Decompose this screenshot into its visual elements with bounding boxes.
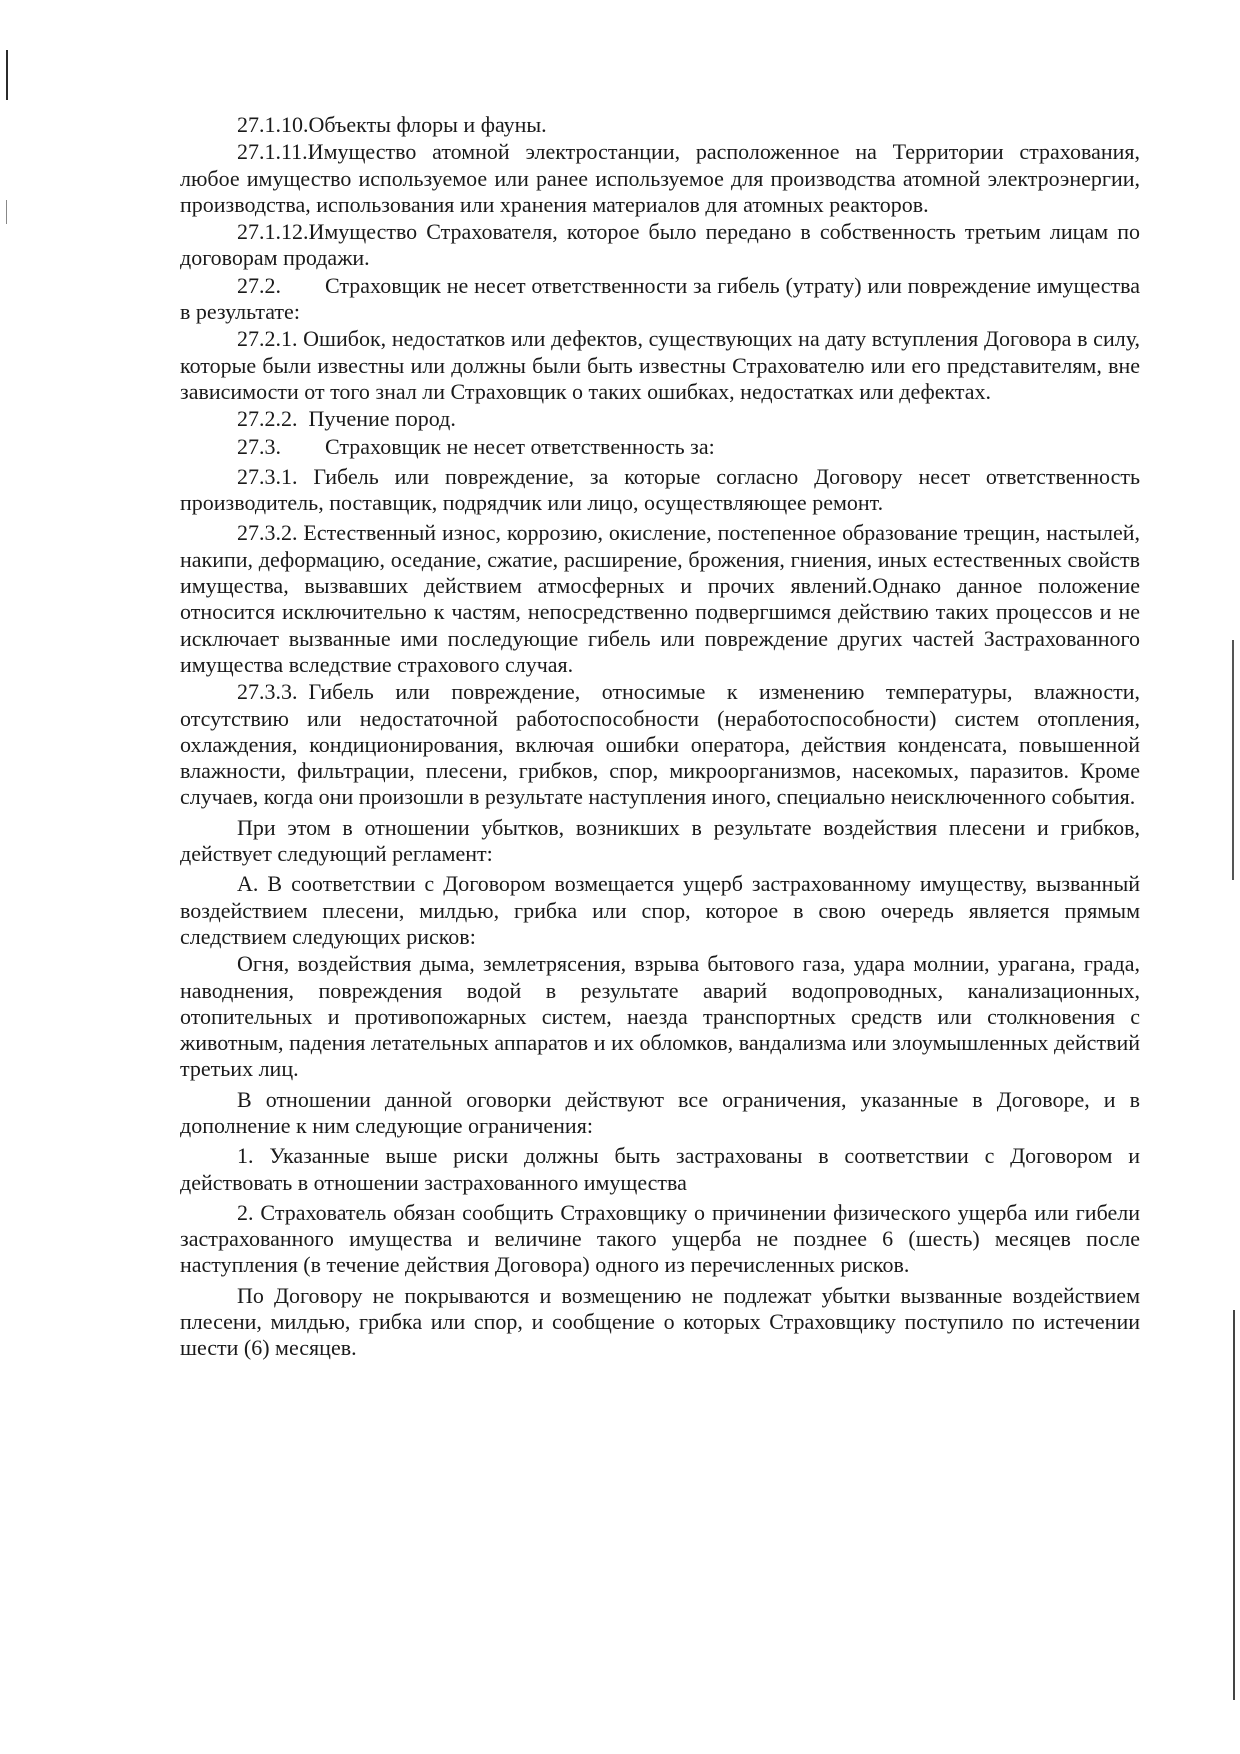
clause-27-3: 27.3. Страховщик не несет ответственность за: [237, 433, 715, 459]
clause-27-1-11: 27.1.11.Имущество атомной электростанции, расположенное на Территории страхования, любое имущество используемое или ранее используемое для производства атомной электроэнергии, производства, использования или хранения материалов для атомных реакторов. [180, 139, 1140, 217]
clause-27-3-1: 27.3.1. Гибель или повреждение, за которые согласно Договору несет ответственность производитель, поставщик, подрядчик или лицо, осуществляющее ремонт. [180, 463, 1140, 516]
scan-right-edge-mark [1232, 640, 1234, 880]
scan-right-edge-mark [1233, 1310, 1235, 1700]
restrictions-intro: В отношении данной оговорки действуют все ограничения, указанные в Договоре, и в дополнение к ним следующие ограничения: [180, 1086, 1140, 1138]
mold-regulation-item-a: А. В соответствии с Договором возмещается ущерб застрахованному имуществу, вызванный воздействием плесени, милдью, грибка или спор, которое в свою очередь является прямым следствием следующих рисков: [180, 871, 1140, 949]
clause-27-3-3: 27.3.3. Гибель или повреждение, относимые к изменению температуры, влажности, отсутствию или недостаточной работоспособности (неработоспособности) систем отопления, охлаждения, кондиционирования, включая ошибки оператора, действия конденсата, повышенной влажности, фильтрации, плесени, грибков, спор, микроорганизмов, насекомых, паразитов. Кроме случаев, когда они произошли в результате наступления иного, специально неисключенного события. [180, 679, 1140, 810]
clause-27-1-10: 27.1.10.Объекты флоры и фауны. [237, 112, 547, 137]
restriction-2: 2. Страхователь обязан сообщить Страховщику о причинении физического ущерба или гибели застрахованного имущества и величине такого ущерба не позднее 6 (шесть) месяцев после наступления (в течение действия Договора) одного из перечисленных рисков. [180, 1199, 1140, 1278]
document-page [180, 112, 1140, 1363]
clause-27-2-1: 27.2.1. Ошибок, недостатков или дефектов, существующих на дату вступления Договора в силу, которые были известны или должны были быть известны Страхователю или его представителям, вне зависимости от того знал ли Страховщик о таких ошибках, недостатках или дефектах. [180, 326, 1140, 404]
clause-27-1-12: 27.1.12.Имущество Страхователя, которое было передано в собственность третьим лицам по договорам продажи. [180, 219, 1140, 271]
mold-covered-risks-list: Огня, воздействия дыма, землетрясения, взрыва бытового газа, удара молнии, урагана, града, наводнения, повреждения водой в результате аварий водопроводных, канализационных, отопительных и противопожарных систем, наезда транспортных средств или столкновения с животным, падения летательных аппаратов и их обломков, вандализма или злоумышленных действий третьих лиц. [180, 951, 1140, 1082]
scan-left-edge-mark [6, 200, 7, 224]
clause-27-2: 27.2. Страховщик не несет ответственности за гибель (утрату) или повреждение имущества в результате: [180, 272, 1140, 325]
clause-27-3-2: 27.3.2. Естественный износ, коррозию, окисление, постепенное образование трещин, настылей, накипи, деформацию, оседание, сжатие, расширение, брожения, гниения, иных естественных свойств имущества, вызвавших действием атмосферных и прочих явлений.Однако данное положение относится исключительно к частям, непосредственно подвергшимся действию таких процессов и не исключает вызванные ими последующие гибель или повреждение других частей Застрахованного имущества вследствие страхового случая. [180, 520, 1140, 677]
restriction-1: 1. Указанные выше риски должны быть застрахованы в соответствии с Договором и действовать в отношении застрахованного имущества [180, 1143, 1140, 1195]
exclusion-notice: По Договору не покрываются и возмещению не подлежат убытки вызванные воздействием плесени, милдью, грибка или спор, и сообщение о которых Страховщику поступило по истечении шести (6) месяцев. [180, 1282, 1140, 1361]
clause-27-2-2: 27.2.2. Пучение пород. [237, 406, 456, 432]
mold-regulation-intro: При этом в отношении убытков, возникших в результате воздействия плесени и грибков, действует следующий регламент: [180, 814, 1140, 867]
scan-left-edge-mark [6, 50, 8, 100]
